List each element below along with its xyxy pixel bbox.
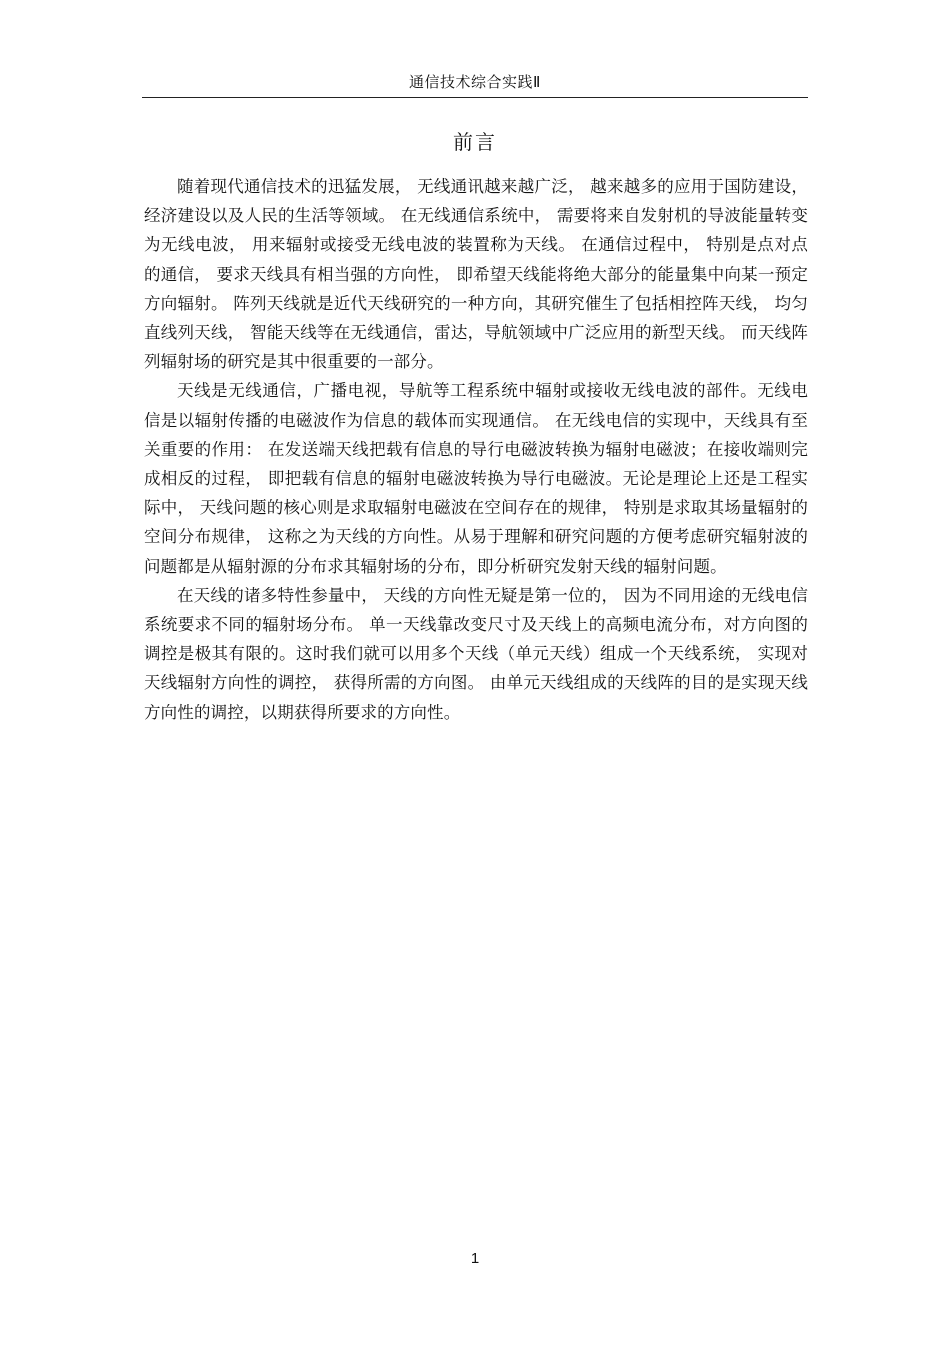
running-header: 通信技术综合实践Ⅱ (409, 73, 541, 91)
body-text (144, 172, 808, 727)
page-number: 1 (470, 1250, 480, 1267)
header-rule (142, 97, 808, 98)
paragraph-1: 随着现代通信技术的迅猛发展， 无线通讯越来越广泛， 越来越多的应用于国防建设，经济建设以及人民的生活等领域。 在无线通信系统中， 需要将来自发射机的导波能量转变为无线电波， 用来辐射或接受无线电波的装置称为天线。 在通信过程中， 特别是点对点的通信， 要求天线具有相当强的方向性， 即希望天线能将绝大部分的能量集中向某一预定方向辐射。 阵列天线就是近代天线研究的一种方向，其研究催生了包括相控阵天线， 均匀直线列天线， 智能天线等在无线通信，雷达，导航领域中广泛应用的新型天线。 而天线阵列辐射场的研究是其中很重要的一部分。 (144, 177, 808, 372)
paragraph-2: 天线是无线通信，广播电视，导航等工程系统中辐射或接收无线电波的部件。无线电信是以辐射传播的电磁波作为信息的载体而实现通信。 在无线电信的实现中，天线具有至关重要的作用： 在发送端天线把载有信息的导行电磁波转换为辐射电磁波；在接收端则完成相反的过程， 即把载有信息的辐射电磁波转换为导行电磁波。无论是理论上还是工程实际中， 天线问题的核心则是求取辐射电磁波在空间存在的规律， 特别是求取其场量辐射的空间分布规律， 这称之为天线的方向性。从易于理解和研究问题的方便考虑研究辐射波的问题都是从辐射源的分布求其辐射场的分布，即分析研究发射天线的辐射问题。 (144, 381, 808, 576)
section-title: 前言 (453, 130, 497, 154)
paragraph-3: 在天线的诸多特性参量中， 天线的方向性无疑是第一位的， 因为不同用途的无线电信系统要求不同的辐射场分布。 单一天线靠改变尺寸及天线上的高频电流分布，对方向图的调控是极其有限的。这时我们就可以用多个天线（单元天线）组成一个天线系统， 实现对天线辐射方向性的调控， 获得所需的方向图。 由单元天线组成的天线阵的目的是实现天线方向性的调控，以期获得所要求的方向性。 (144, 585, 808, 722)
